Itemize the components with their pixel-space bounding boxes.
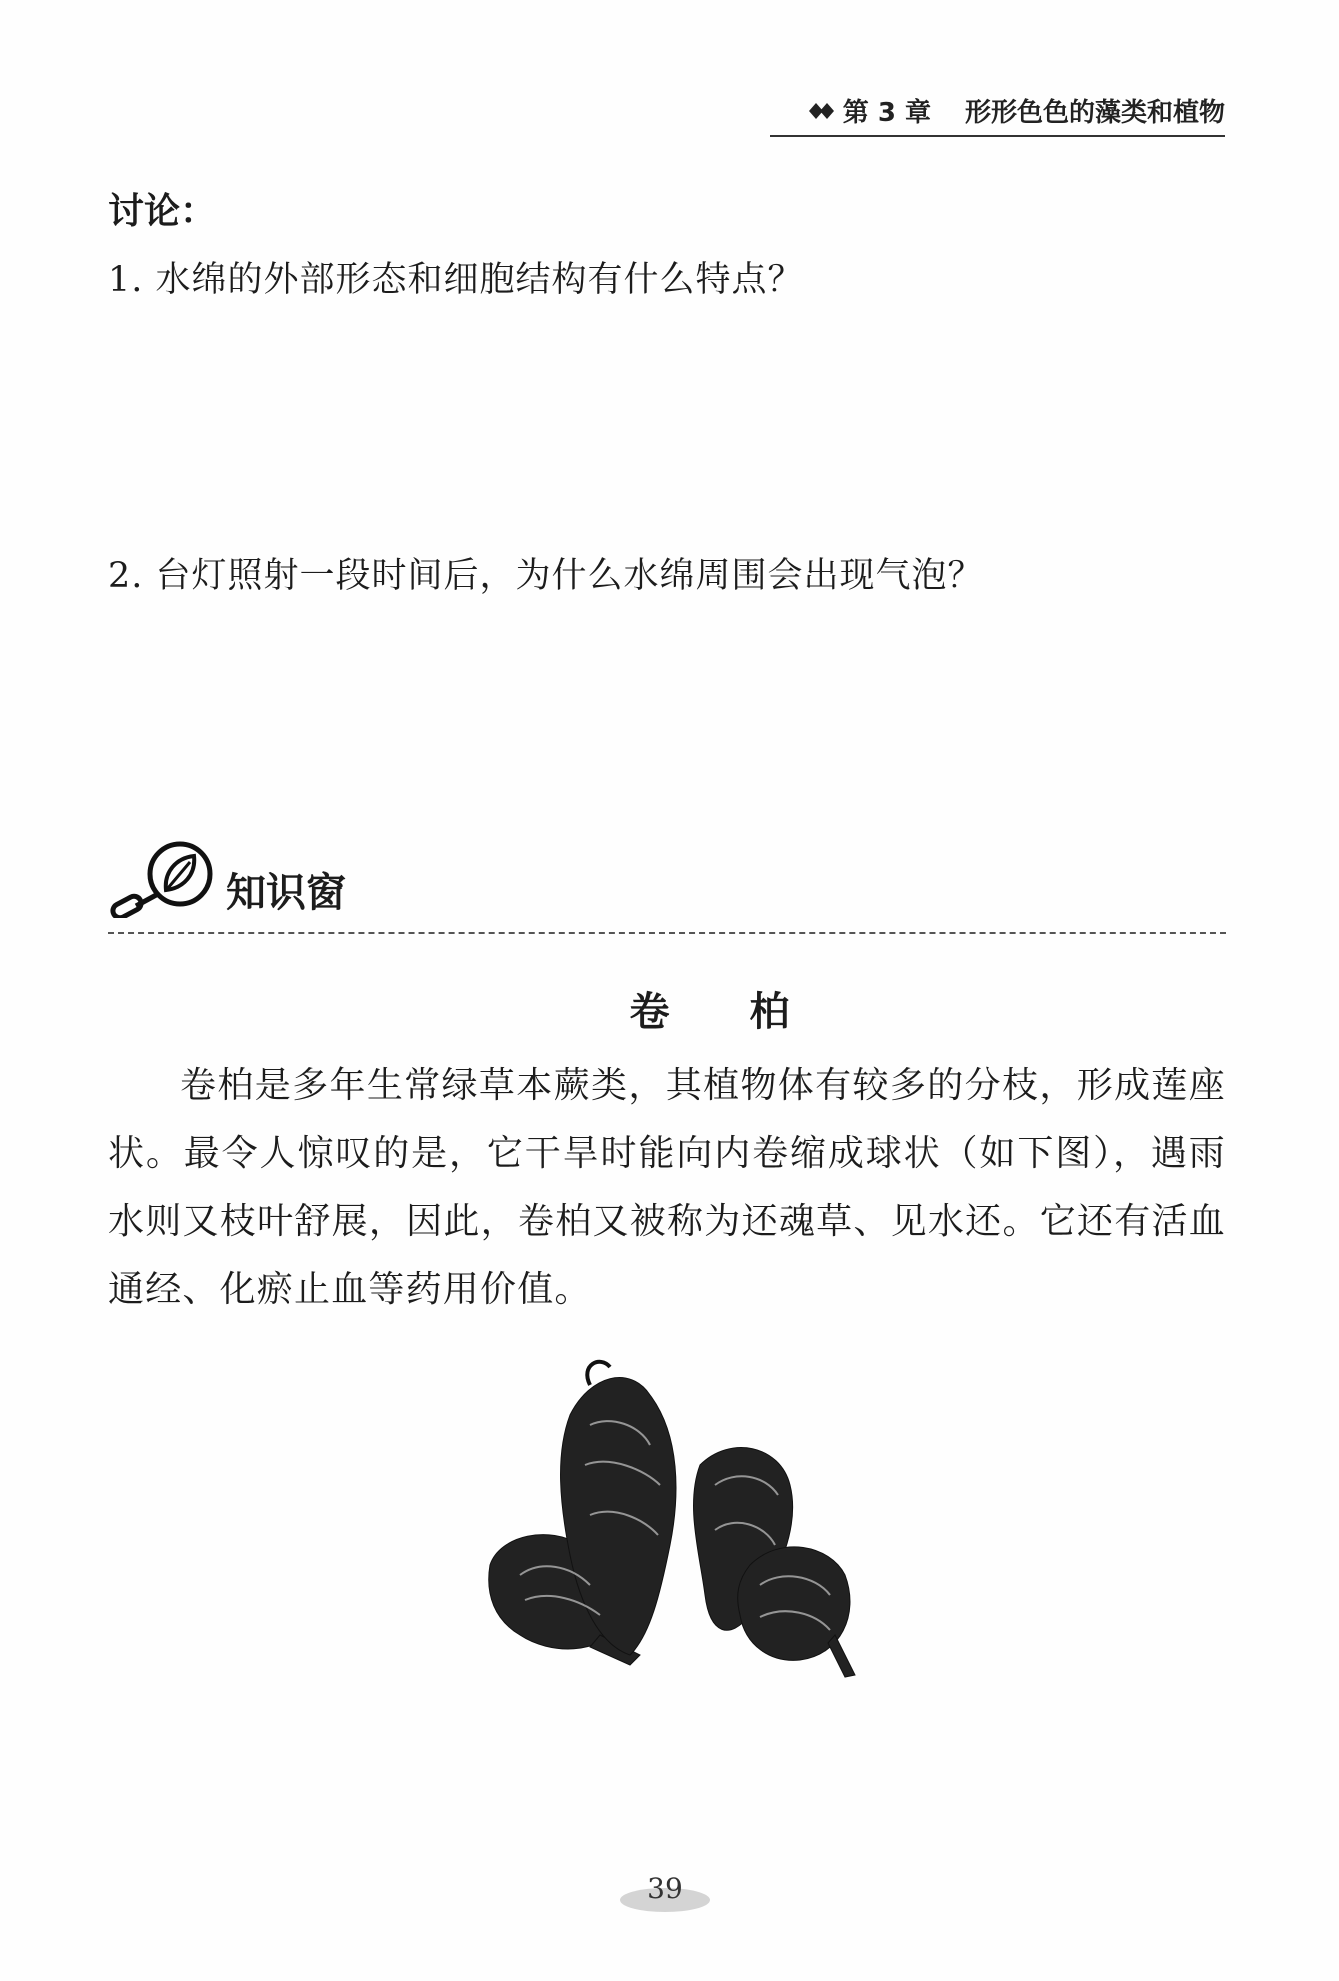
discussion-label: 讨论： [108,191,217,232]
chapter-title: 形形色色的藻类和植物 [964,98,1225,128]
section-divider [108,932,1226,934]
discussion-question-2: 2. 台灯照射一段时间后，为什么水绵周围会出现气泡？ [108,556,984,596]
page-number-text: 39 [647,1872,683,1905]
discussion-question-1: 1. 水绵的外部形态和细胞结构有什么特点？ [108,260,804,300]
article-paragraph: 卷柏是多年生常绿草本蕨类，其植物体有较多的分枝，形成莲座状。最令人惊叹的是，它干旱时能向内卷缩成球状（如下图），遇雨水则又枝叶舒展，因此，卷柏又被称为还魂草、见水还。它还有活血通经、化瘀止血等药用价值。 [108,1065,1226,1310]
selaginella-photo [480,1355,900,1715]
knowledge-window-title: 知识窗 [226,870,346,916]
double-diamond-icon [809,103,837,119]
magnifier-leaf-icon [108,838,220,922]
running-header [770,92,1225,137]
page-number [610,1872,720,1912]
knowledge-window-heading [108,838,346,922]
chapter-number: 第 3 章 [842,98,931,128]
article-title: 卷柏 [629,989,870,1035]
